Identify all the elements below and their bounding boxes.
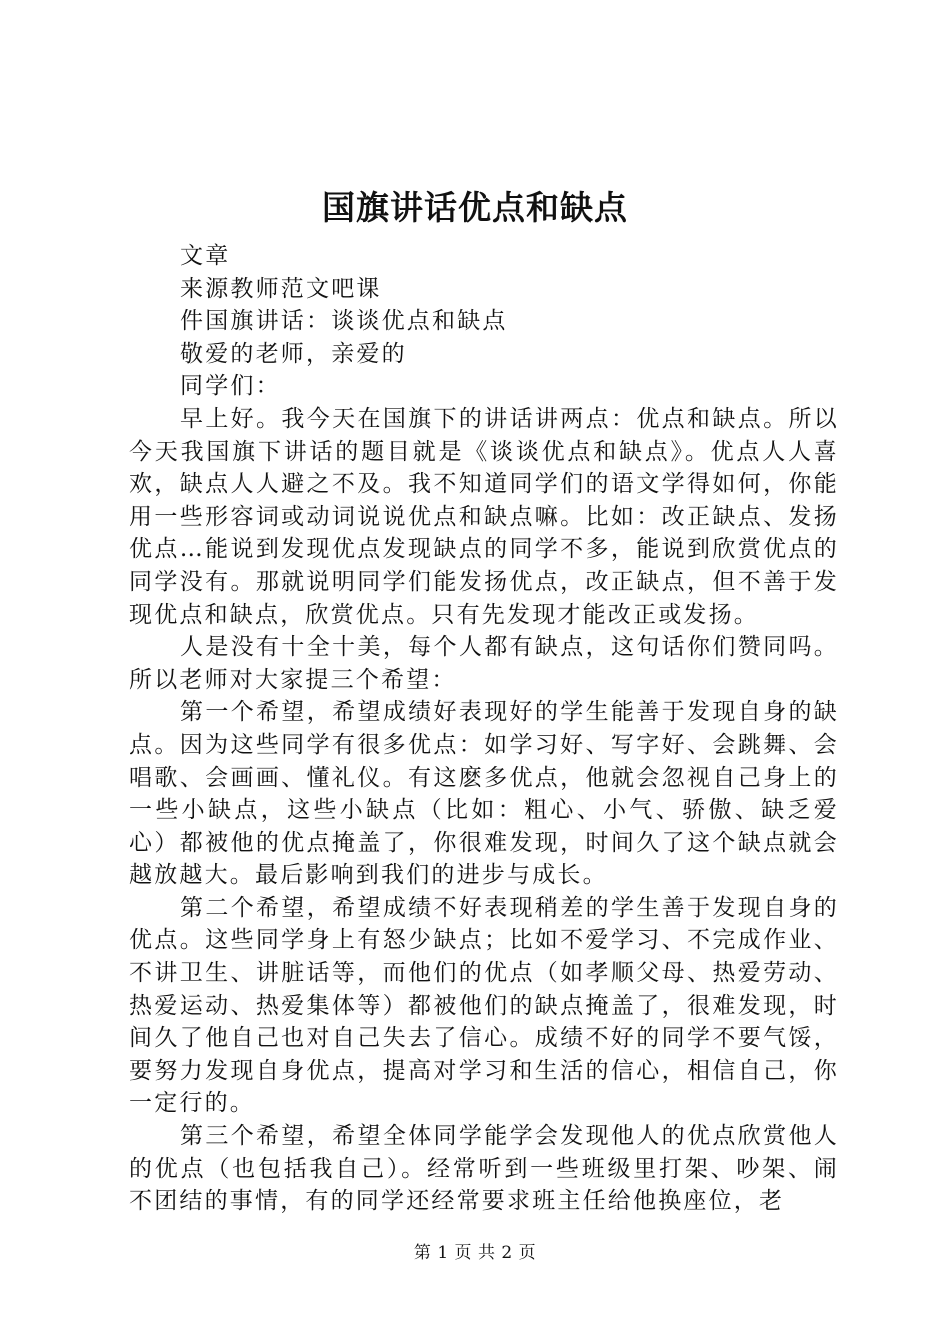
paragraph: 第一个希望，希望成绩好表现好的学生能善于发现自身的缺点。因为这些同学有很多优点：如学习好、写字好、会跳舞、会唱歌、会画画、懂礼仪。有这麽多优点，他就会忽视自己身上的一些小缺点，这些小缺点（比如：粗心、小气、骄傲、缺乏爱心）都被他的优点掩盖了，你很难发现，时间久了这个缺点就会越放越大。最后影响到我们的进步与成长。 xyxy=(129,699,839,889)
paragraph: 第三个希望，希望全体同学能学会发现他人的优点欣赏他人的优点（也包括我自己）。经常听到一些班级里打架、吵架、闹不团结的事情，有的同学还经常要求班主任给他换座位，老 xyxy=(129,1123,839,1215)
document-title: 国旗讲话优点和缺点 xyxy=(322,188,628,227)
document-body xyxy=(129,240,839,1218)
paragraph: 第二个希望，希望成绩不好表现稍差的学生善于发现自身的优点。这些同学身上有怒少缺点；比如不爱学习、不完成作业、不讲卫生、讲脏话等，而他们的优点（如孝顺父母、热爱劳动、热爱运动、热爱集体等）都被他们的缺点掩盖了，很难发现，时间久了他自己也对自己失去了信心。成绩不好的同学不要气馁，要努力发现自身优点，提高对学习和生活的信心，相信自己，你一定行的。 xyxy=(129,894,839,1117)
header-line: 文章 xyxy=(180,243,231,269)
header-line: 敬爱的老师，亲爱的 xyxy=(180,340,407,367)
header-line: 同学们： xyxy=(180,373,281,400)
header-line: 件国旗讲话：谈谈优点和缺点 xyxy=(180,308,508,335)
header-line: 来源教师范文吧课 xyxy=(180,275,382,302)
paragraph: 早上好。我今天在国旗下的讲话讲两点：优点和缺点。所以今天我国旗下讲话的题目就是《谈谈优点和缺点》。优点人人喜欢，缺点人人避之不及。我不知道同学们的语文学得如何，你能用一些形容词或动词说说优点和缺点嘛。比如：改正缺点、发扬优点…能说到发现优点发现缺点的同学不多，能说到欣赏优点的同学没有。那就说明同学们能发扬优点，改正缺点，但不善于发现优点和缺点，欣赏优点。只有先发现才能改正或发扬。 xyxy=(129,405,839,628)
page-footer: 第 1 页 共 2 页 xyxy=(413,1243,537,1263)
paragraph: 人是没有十全十美，每个人都有缺点，这句话你们赞同吗。所以老师对大家提三个希望： xyxy=(129,634,839,693)
